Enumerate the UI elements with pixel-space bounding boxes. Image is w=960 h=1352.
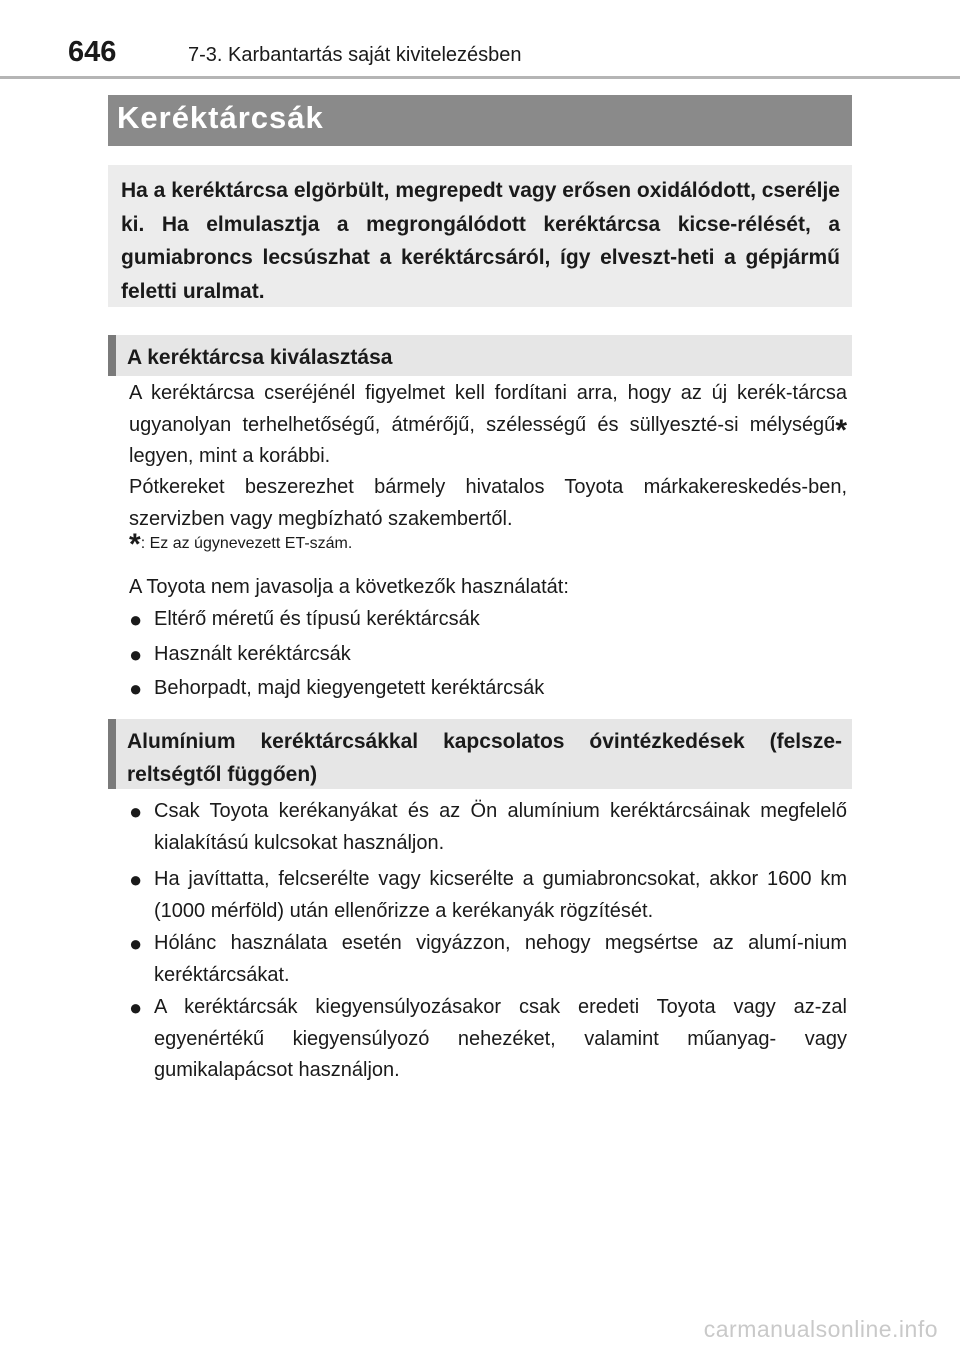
page-number: 646 [68, 36, 117, 68]
list-item [129, 864, 847, 927]
list-item-text: Használt keréktárcsák [154, 643, 351, 665]
selection-paragraph-text: A keréktárcsa cseréjénél figyelmet kell fordítani arra, hogy az új kerék-tárcsa ugyanolyan terhelhetőségű, átmérőjű, szélességű és süllyeszté-si mélységű [129, 382, 847, 436]
section-heading-selection [108, 335, 852, 376]
watermark: carmanualsonline.info [703, 1316, 938, 1342]
warning-box [108, 165, 852, 307]
not-recommended-intro: A Toyota nem javasolja a következők használatát: [129, 576, 569, 598]
list-item-text: A keréktárcsák kiegyensúlyozásakor csak eredeti Toyota vagy az-zal egyenértékű kiegyensúlyozó nehezéket, valamint műanyag- vagy gumikalapácsot használjon. [154, 996, 847, 1081]
list-item [129, 796, 847, 859]
list-item-text: Behorpadt, majd kiegyengetett keréktárcsák [154, 677, 545, 699]
list-item [129, 604, 847, 636]
list-item-text: Csak Toyota kerékanyákat és az Ön alumínium keréktárcsáinak megfelelő kialakítású kulcsokat használjon. [154, 800, 847, 854]
page-title-bar [108, 95, 852, 146]
list-item [129, 928, 847, 991]
bullet-icon: ● [129, 676, 143, 701]
footnote-marker: * [835, 413, 847, 447]
header-divider [0, 76, 960, 79]
bullet-icon: ● [129, 799, 143, 824]
bullet-icon: ● [129, 607, 143, 632]
bullet-icon: ● [129, 931, 143, 956]
page-title: Keréktárcsák [117, 100, 324, 135]
section-heading-text: Alumínium keréktárcsákkal kapcsolatos óvintézkedések (felsze-reltségtől függően) [127, 730, 842, 786]
section-heading-aluminium [108, 719, 852, 789]
list-item [129, 639, 847, 671]
selection-paragraph-end: legyen, mint a korábbi. [129, 445, 331, 467]
list-item-text: Eltérő méretű és típusú keréktárcsák [154, 608, 480, 630]
list-item [129, 992, 847, 1087]
list-item-text: Ha javíttatta, felcserélte vagy kicserélte a gumiabroncsokat, akkor 1600 km (1000 mérföld) után ellenőrizze a kerékanyák rögzítését. [154, 868, 847, 922]
bullet-icon: ● [129, 642, 143, 667]
warning-text: Ha a keréktárcsa elgörbült, megrepedt vagy erősen oxidálódott, cserélje ki. Ha elmulasztja a megrongálódott keréktárcsa kicse-rélését, a gumiabroncs lecsúszhat a keréktárcsáról, így elveszt-heti a gépjármű feletti uralmat. [121, 179, 840, 303]
footnote-text: : Ez az úgynevezett ET-szám. [140, 535, 353, 552]
bullet-icon: ● [129, 995, 143, 1020]
section-path: 7-3. Karbantartás saját kivitelezésben [188, 44, 522, 66]
list-item [129, 673, 847, 705]
spare-wheel-paragraph: Pótkereket beszerezhet bármely hivatalos Toyota márkakereskedés-ben, szervizben vagy megbízható szakembertől. [129, 476, 847, 530]
page-header [0, 0, 960, 80]
footnote [129, 528, 353, 561]
list-item-text: Hólánc használata esetén vigyázzon, nehogy megsértse az alumí-nium keréktárcsákat. [154, 932, 847, 986]
bullet-icon: ● [129, 867, 143, 892]
footnote-star: * [129, 528, 141, 561]
section-heading-text: A keréktárcsa kiválasztása [127, 346, 393, 369]
selection-paragraph [129, 378, 847, 473]
